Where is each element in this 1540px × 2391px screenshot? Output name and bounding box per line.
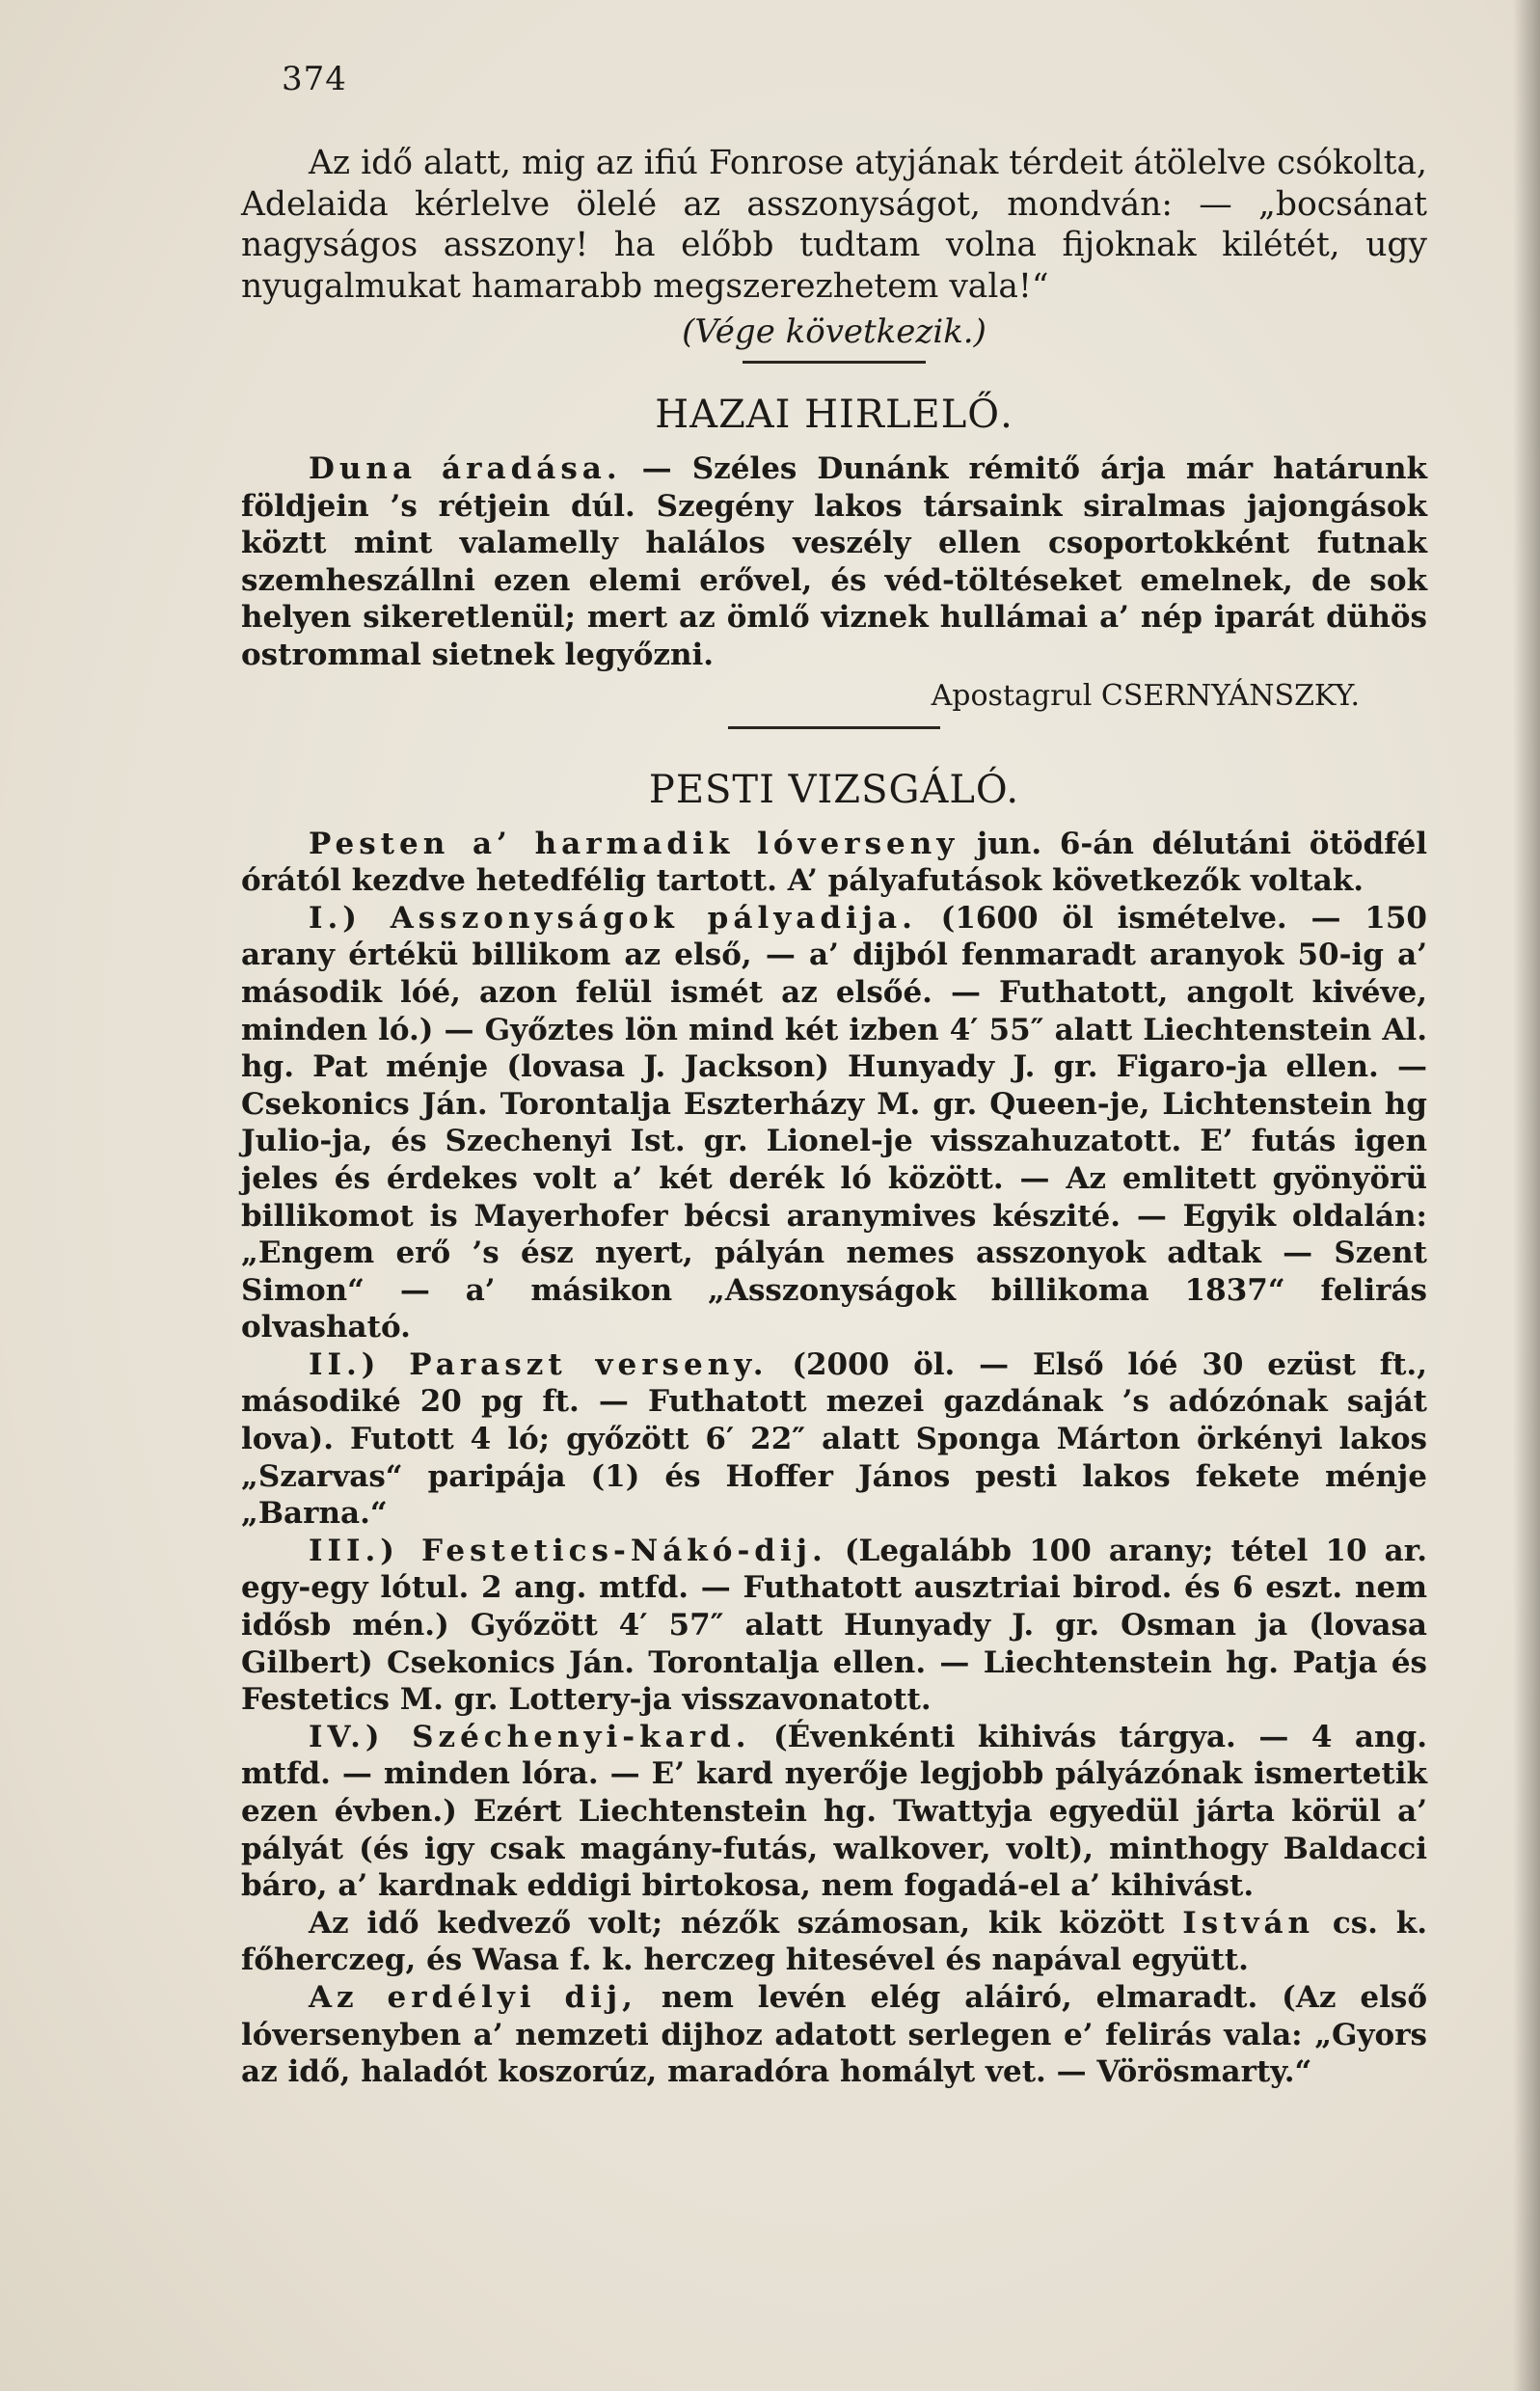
- spectators-paragraph: [241, 1905, 1427, 1979]
- continued-note: (Vége következik.): [682, 312, 986, 351]
- race-2-text: (2000 öl. — Első lóé 30 ezüst ft., másodiké 20 pg ft. — Futhatott mezei gazdának ’s adózónak saját lova). Futott 4 ló; győzött 6′ 22″ alatt Sponga Márton örkényi lakos „Szarvas“ paripája (1) és Hoffer János pesti lakos fekete ménje „Barna.“: [241, 1346, 1427, 1532]
- race-2-lead: II.) Paraszt verseny.: [309, 1346, 769, 1382]
- hazai-lead: Duna áradása.: [309, 451, 622, 486]
- book-spine-shadow: [1513, 0, 1540, 2391]
- hazai-paragraph: [241, 450, 1427, 674]
- hazai-signature: Apostagrul CSERNYÁNSZKY.: [931, 678, 1360, 713]
- race-3-lead: III.) Festetics-Nákó-dij.: [309, 1533, 827, 1568]
- race-2-paragraph: [241, 1346, 1427, 1533]
- race-1-paragraph: [241, 900, 1427, 1346]
- race-intro-text: jun. 6-án délutáni ötödfél órától kezdve hetedfélig tartott. A’ pályafutások következők voltak.: [241, 826, 1427, 899]
- erdelyi-paragraph: [241, 1979, 1427, 2091]
- race-1-lead: I.) Asszonyságok pályadija.: [309, 900, 917, 936]
- section-divider: [743, 361, 926, 364]
- text-column: [241, 143, 1427, 2091]
- spectators-text: cs. k. főherczeg, és Wasa f. k. herczeg hitesével és napával együtt.: [241, 1905, 1427, 1978]
- race-4-paragraph: [241, 1719, 1427, 1905]
- spectators-lead: Az idő kedvező volt; nézők számosan, kik között: [309, 1905, 1183, 1941]
- section-heading-vizsgalo: PESTI VIZSGÁLÓ.: [648, 767, 1020, 812]
- race-3-paragraph: [241, 1533, 1427, 1719]
- race-intro-lead: Pesten a’ harmadik lóverseny: [309, 826, 959, 861]
- race-3-text: (Legalább 100 arany; tétel 10 ar. egy-egy lótul. 2 ang. mtfd. — Futhatott ausztriai birod. és 6 eszt. nem idősb mén.) Győzött 4′ 57″ alatt Hunyady J. gr. Osman ja (lovasa Gilbert) Csekonics Ján. Torontalja ellen. — Liechtenstein hg. Patja és Festetics M. gr. Lottery-ja visszavonatott.: [241, 1533, 1428, 1718]
- spectators-name: István: [1182, 1905, 1315, 1941]
- intro-paragraph: Az idő alatt, mig az ifiú Fonrose atyjának térdeit átölelve csókolta, Adelaida kérlelve ölelé az asszonyságot, mondván: — „bocsánat nagyságos asszony! ha előbb tudtam volna fijoknak kilétét, ugy nyugalmukat hamarabb megszerezhetem vala!“: [241, 144, 1427, 306]
- race-4-text: (Évenkénti kihivás tárgya. — 4 ang. mtfd. — minden lóra. — E’ kard nyerője legjobb pályázónak ismertetik ezen évben.) Ezért Liechtenstein hg. Twattyja egyedül járta körül a’ pályát (és igy csak magány-futás, walkover, volt), minthogy Baldacci báro, a’ kardnak eddigi birtokosa, nem fogadá-el a’ kihivást.: [241, 1719, 1427, 1904]
- page-number: 374: [282, 60, 347, 98]
- race-4-lead: IV.) Széchenyi-kard.: [309, 1719, 751, 1754]
- section-heading-hazai: HAZAI HIRLELŐ.: [655, 393, 1013, 437]
- race-1-text: (1600 öl ismételve. — 150 arany értékü billikom az első, — a’ dijból fenmaradt aranyok 50-ig a’ második lóé, azon felül ismét az elsőé. — Futhatott, angolt kivéve, minden ló.) — Győztes lön mind két izben 4′ 55″ alatt Liechtenstein Al. hg. Pat ménje (lovasa J. Jackson) Hunyady J. gr. Figaro-ja ellen. — Csekonics Ján. Torontalja Eszterházy M. gr. Queen-je, Lichtenstein hg Julio-ja, és Szechenyi Ist. gr. Lionel-je visszahuzatott. E’ futás igen jeles és érdekes volt a’ két derék ló között. — Az emlitett gyönyörü billikomot is Mayerhofer bécsi aranymives készité. — Egyik oldalán: „Engem erő ’s ész nyert, pályán nemes asszonyok adtak — Szent Simon“ — a’ másikon „Asszonyságok billikoma 1837“ felirás olvasható.: [241, 900, 1427, 1345]
- section-divider: [728, 726, 940, 729]
- race-intro-paragraph: [241, 826, 1427, 900]
- erdelyi-lead: Az erdélyi dij,: [309, 1979, 637, 2015]
- hazai-text: — Széles Dunánk rémitő árja már határunk földjein ’s rétjein dúl. Szegény lakos társaink siralmas jajongások köztt mint valamelly halálos veszély ellen csoportokként futnak szemheszállni ezen elemi erővel, és véd-töltéseket emelnek, de sok helyen sikeretlenül; mert az ömlő viznek hullámai a’ nép iparát dühös ostrommal sietnek legyőzni.: [241, 451, 1427, 672]
- erdelyi-text: nem levén elég aláiró, elmaradt. (Az első lóversenyben a’ nemzeti dijhoz adatott serlegen e’ felirás vala: „Gyors az idő, haladót koszorúz, maradóra homályt vet. — Vörösmarty.“: [241, 1979, 1427, 2090]
